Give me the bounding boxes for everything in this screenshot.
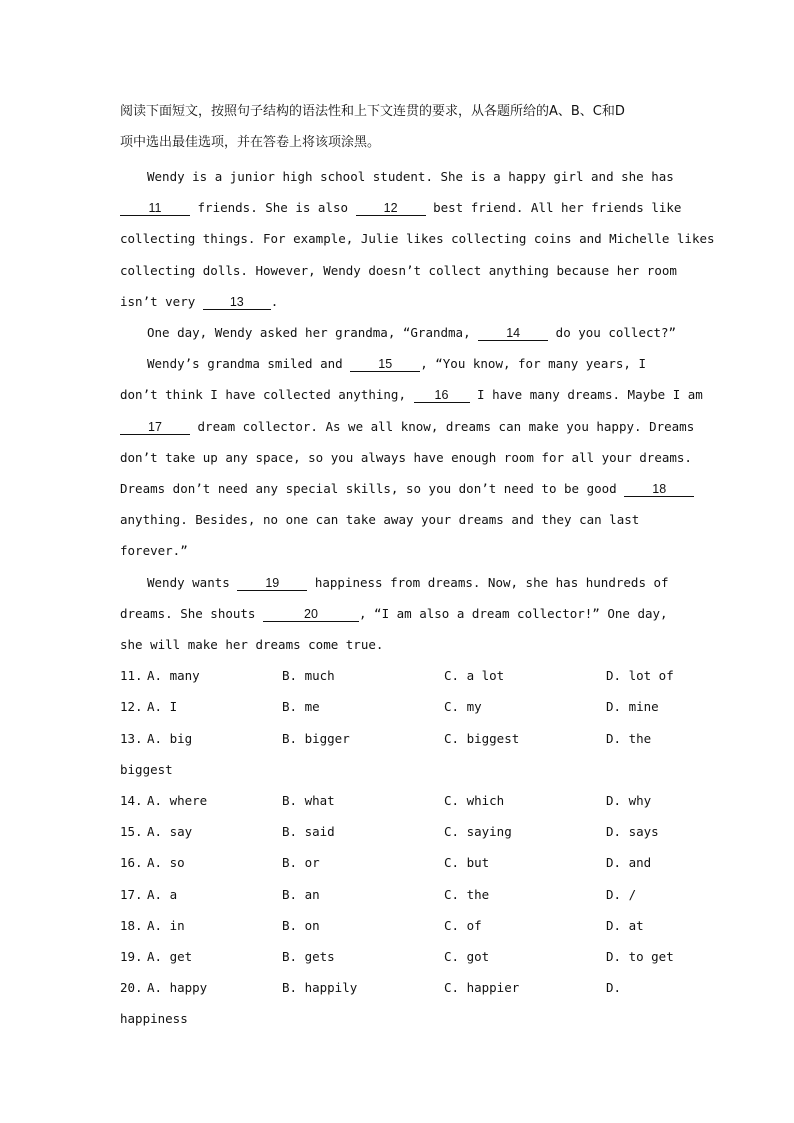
passage-line: don’t think I have collected anything, 16 I have many dreams. Maybe I am: [120, 387, 703, 402]
option-c: C. the: [444, 887, 490, 902]
passage-line: forever.”: [120, 543, 188, 558]
option-a: A. many: [147, 668, 200, 683]
option-d: D. the: [606, 731, 652, 746]
blank-12: 12: [356, 201, 426, 216]
blank-11: 11: [120, 201, 190, 216]
option-d: D. says: [606, 824, 659, 839]
question-number: 14.: [120, 793, 143, 808]
option-d-wrap: happiness: [120, 1011, 188, 1026]
option-d: D.: [606, 980, 622, 995]
passage-line: dreams. She shouts 20 , “I am also a dream collector!” One day,: [120, 606, 668, 621]
option-c: C. which: [444, 793, 505, 808]
passage-line: don’t take up any space, so you always have enough room for all your dreams.: [120, 450, 692, 465]
option-c: C. saying: [444, 824, 512, 839]
blank-13: 13: [203, 295, 271, 310]
question-number: 20.: [120, 980, 143, 995]
option-a: A. where: [147, 793, 208, 808]
option-d: D. to get: [606, 949, 674, 964]
blank-20: 20: [263, 607, 359, 622]
blank-19: 19: [237, 576, 307, 591]
question-number: 18.: [120, 918, 143, 933]
option-d: D. at: [606, 918, 644, 933]
question-number: 15.: [120, 824, 143, 839]
option-c: C. my: [444, 699, 482, 714]
blank-14: 14: [478, 326, 548, 341]
passage-line: collecting dolls. However, Wendy doesn’t collect anything because her room: [120, 263, 677, 278]
option-b: B. bigger: [282, 731, 350, 746]
option-b: B. what: [282, 793, 335, 808]
option-b: B. or: [282, 855, 320, 870]
question-number: 19.: [120, 949, 143, 964]
passage-line: Wendy’s grandma smiled and 15 , “You know, for many years, I: [147, 356, 646, 371]
option-b: B. said: [282, 824, 335, 839]
option-a: A. say: [147, 824, 193, 839]
option-a: A. I: [147, 699, 178, 714]
option-d: D. and: [606, 855, 652, 870]
option-b: B. gets: [282, 949, 335, 964]
option-b: B. an: [282, 887, 320, 902]
passage-line: anything. Besides, no one can take away your dreams and they can last: [120, 512, 640, 527]
passage-line: Wendy is a junior high school student. She is a happy girl and she has: [147, 169, 674, 184]
passage-line: Wendy wants 19 happiness from dreams. Now, she has hundreds of: [147, 575, 669, 590]
question-number: 16.: [120, 855, 143, 870]
option-c: C. of: [444, 918, 482, 933]
question-number: 17.: [120, 887, 143, 902]
instruction-line-1: 阅读下面短文，按照句子结构的语法性和上下文连贯的要求，从各题所给的A、B、C和D: [120, 104, 625, 119]
option-a: A. a: [147, 887, 178, 902]
passage-line: 11 friends. She is also 12 best friend. All her friends like: [120, 200, 681, 216]
question-number: 13.: [120, 731, 143, 746]
option-a: A. in: [147, 918, 185, 933]
passage-line: isn’t very 13 .: [120, 294, 279, 309]
option-a: A. so: [147, 855, 185, 870]
blank-18: 18: [624, 482, 694, 497]
passage-line: collecting things. For example, Julie likes collecting coins and Michelle likes: [120, 231, 715, 246]
option-a: A. big: [147, 731, 193, 746]
option-d: D. why: [606, 793, 652, 808]
option-d: D. mine: [606, 699, 659, 714]
passage-line: she will make her dreams come true.: [120, 637, 384, 652]
option-d-wrap: biggest: [120, 762, 173, 777]
passage-line: One day, Wendy asked her grandma, “Grandma, 14 do you collect?”: [147, 325, 677, 340]
option-b: B. happily: [282, 980, 358, 995]
passage-line: 17 dream collector. As we all know, dreams can make you happy. Dreams: [120, 419, 694, 435]
option-b: B. me: [282, 699, 320, 714]
option-c: C. got: [444, 949, 490, 964]
blank-17: 17: [120, 420, 190, 435]
question-number: 11.: [120, 668, 143, 683]
option-a: A. get: [147, 949, 193, 964]
instruction-line-2: 项中选出最佳选项，并在答卷上将该项涂黑。: [120, 135, 381, 150]
option-c: C. but: [444, 855, 490, 870]
option-b: B. on: [282, 918, 320, 933]
option-d: D. lot of: [606, 668, 674, 683]
option-b: B. much: [282, 668, 335, 683]
option-c: C. happier: [444, 980, 520, 995]
blank-16: 16: [414, 388, 470, 403]
option-c: C. a lot: [444, 668, 505, 683]
question-number: 12.: [120, 699, 143, 714]
blank-15: 15: [350, 357, 420, 372]
option-d: D. /: [606, 887, 637, 902]
option-c: C. biggest: [444, 731, 520, 746]
option-a: A. happy: [147, 980, 208, 995]
passage-line: Dreams don’t need any special skills, so you don’t need to be good 18: [120, 481, 694, 497]
